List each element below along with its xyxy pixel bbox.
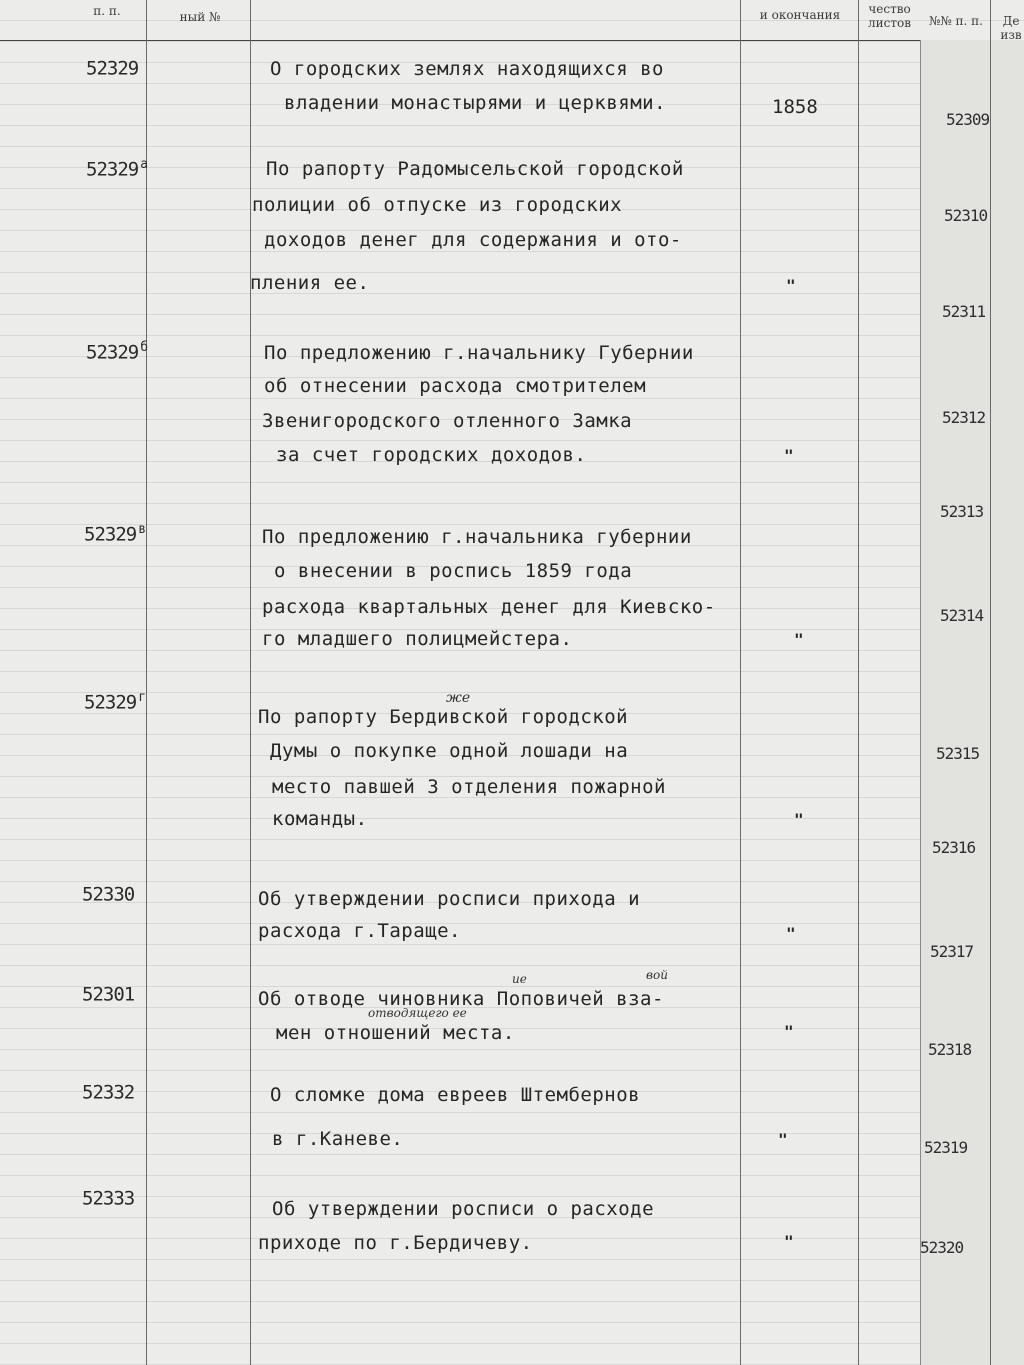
right-page-number: 52313 <box>940 502 984 521</box>
entry-number: 52329 $^б$ <box>86 340 148 364</box>
header-right-col-pp: №№ п. п. <box>929 14 983 28</box>
right-page-number: 52310 <box>944 206 988 225</box>
ditto-mark: " <box>784 1022 794 1041</box>
entry-text-line: место павшей 3 отделения пожарной <box>272 776 666 798</box>
right-page-number: 52314 <box>940 606 984 625</box>
entry-text-line: за счет городских доходов. <box>276 444 587 466</box>
entry-text-line: полиции об отпуске из городских <box>252 194 623 216</box>
col-rule-5 <box>990 0 991 1365</box>
ditto-mark: " <box>778 1130 788 1149</box>
handwritten-correction: же <box>446 690 471 706</box>
header-right-col-cut: Де изв <box>1000 14 1022 42</box>
entry-text-line: Об отводе чиновника Поповичей вза- <box>258 988 664 1010</box>
col-rule-2 <box>250 0 251 1365</box>
entry-text-line: пления ее. <box>250 272 370 294</box>
handwritten-correction: ие <box>512 972 527 986</box>
ditto-mark: " <box>786 276 796 295</box>
col-rule-1 <box>146 0 147 1365</box>
entry-text-line: го младшего полицмейстера. <box>262 628 573 650</box>
entry-text-line: расхода квартальных денег для Киевско- <box>262 596 716 618</box>
entry-text-line: Об утверждении росписи прихода и <box>258 888 641 910</box>
ditto-mark: " <box>784 1232 794 1251</box>
right-page-number: 52316 <box>932 838 976 857</box>
ditto-mark: " <box>794 630 804 649</box>
entry-number: 52301 <box>82 983 135 1006</box>
entry-text-line: О городских землях находящихся во <box>270 58 664 80</box>
col-rule-3 <box>740 0 741 1365</box>
header-col-sheets: чество листов <box>868 2 911 30</box>
right-page-number: 52320 <box>920 1238 964 1257</box>
entry-text-line: доходов денег для содержания и ото- <box>264 229 682 251</box>
right-page-number: 52319 <box>924 1138 968 1157</box>
entry-text-line: О сломке дома евреев Штембернов <box>270 1084 641 1106</box>
right-page-number: 52318 <box>928 1040 972 1059</box>
entry-number: 52332 <box>82 1081 135 1104</box>
entry-text-line: Звенигородского отленного Замка <box>262 410 633 432</box>
right-page-number: 52315 <box>936 744 980 763</box>
entry-text-line: о внесении в роспись 1859 года <box>274 560 633 582</box>
right-page-number: 52312 <box>942 408 986 427</box>
right-page-number: 52309 <box>946 110 990 129</box>
entry-number: 52329 <box>86 57 139 80</box>
entry-text-line: По рапорту Радомысельской городской <box>266 158 684 180</box>
entry-text-line: Думы о покупке одной лошади на <box>270 740 629 762</box>
entry-number: 52329 $^в$ <box>84 522 146 546</box>
right-page-number: 52311 <box>942 302 986 321</box>
entry-text-line: По предложению г.начальнику Губернии <box>264 342 694 364</box>
entry-text-line: По рапорту Бердивской городской <box>258 706 629 728</box>
header-rule <box>0 40 920 41</box>
entry-number: 52329 $^г$ <box>84 690 146 714</box>
handwritten-correction: вой <box>646 968 668 982</box>
underlying-page <box>920 40 1024 1365</box>
header-col-num: ный № <box>179 10 221 24</box>
entry-text-line: расхода г.Таращe. <box>258 920 461 942</box>
right-page-number: 52317 <box>930 942 974 961</box>
entry-number: 52329 $^а$ <box>86 157 148 181</box>
entry-text-line: Об утверждении росписи о расходе <box>272 1198 655 1220</box>
col-rule-4 <box>858 0 859 1365</box>
ditto-mark: " <box>784 446 794 465</box>
entry-text-line: в г.Каневе. <box>272 1128 404 1150</box>
handwritten-correction: отводящего ее <box>368 1006 467 1020</box>
entry-text-line: владении монастырями и церквями. <box>284 92 667 114</box>
entry-year: 1858 <box>772 96 818 118</box>
header-col-pp: п. п. <box>93 4 121 18</box>
entry-text-line: По предложению г.начальника губернии <box>262 526 692 548</box>
header-col-end: и окончания <box>759 8 841 22</box>
entry-number: 52330 <box>82 883 135 906</box>
entry-text-line: приходе по г.Бердичеву. <box>258 1232 533 1254</box>
ditto-mark: " <box>794 810 804 829</box>
entry-text-line: мен отношений места. <box>276 1022 515 1044</box>
ditto-mark: " <box>786 924 796 943</box>
entry-number: 52333 <box>82 1187 135 1210</box>
entry-text-line: об отнесении расхода смотрителем <box>264 375 647 397</box>
entry-text-line: команды. <box>272 808 368 830</box>
